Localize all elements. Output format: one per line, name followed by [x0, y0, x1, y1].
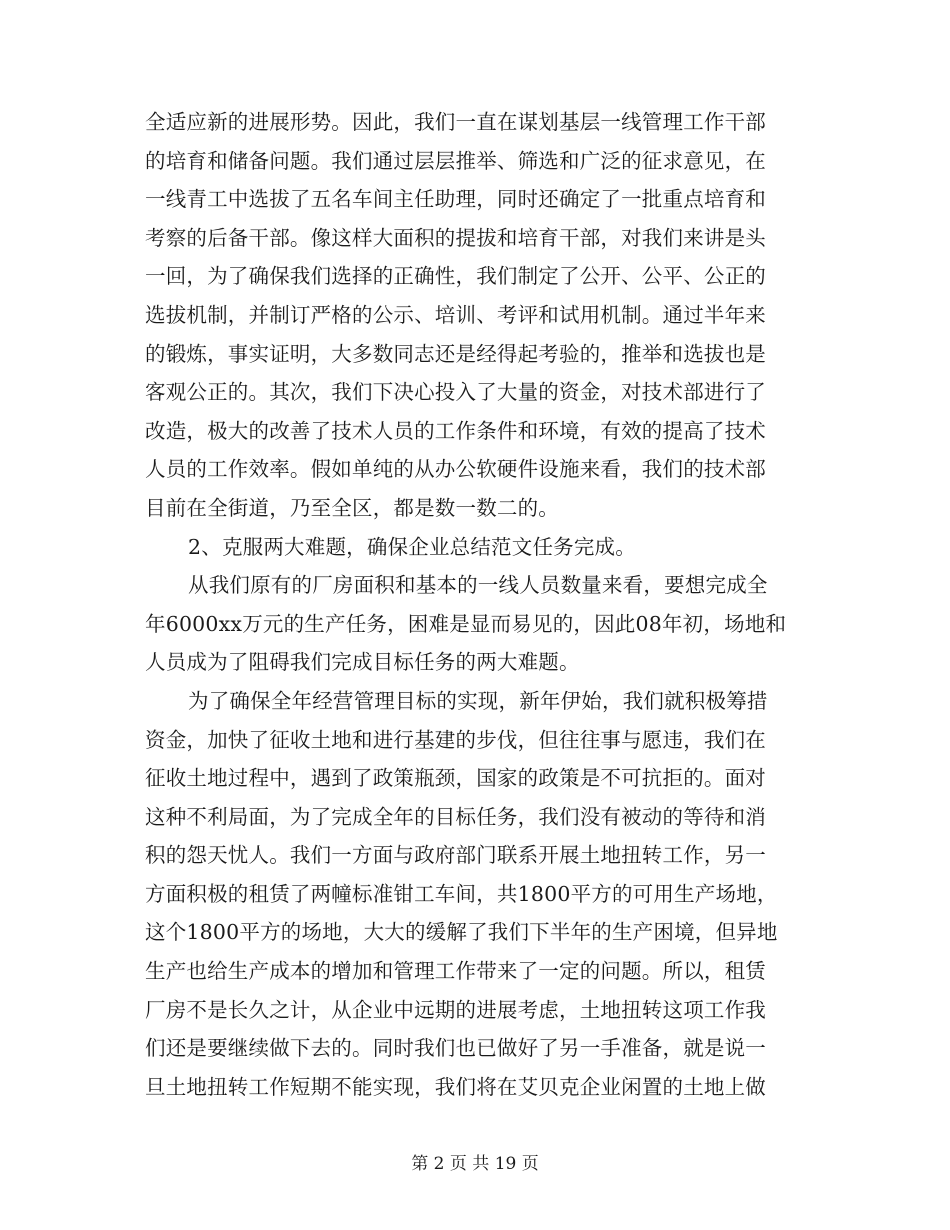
text-line: 这个1800平方的场地，大大的缓解了我们下半年的生产困境，但异地 — [145, 920, 778, 945]
text-line: 积的怨天忧人。我们一方面与政府部门联系开展土地扭转工作，另一 — [145, 843, 766, 868]
text-line: 的培育和储备问题。我们通过层层推举、筛选和广泛的征求意见，在 — [145, 148, 766, 173]
text-line: 年6000xx万元的生产任务，困难是显而易见的，因此08年初，场地和 — [145, 611, 787, 636]
page-number-footer: 第 2 页 共 19 页 — [411, 1154, 539, 1174]
text-line: 征收土地过程中，遇到了政策瓶颈，国家的政策是不可抗拒的。面对 — [145, 766, 766, 791]
text-line: 厂房不是长久之计，从企业中远期的进展考虑，土地扭转这项工作我 — [145, 997, 766, 1022]
text-line: 客观公正的。其次，我们下决心投入了大量的资金，对技术部进行了 — [145, 380, 766, 405]
text-line: 们还是要继续做下去的。同时我们也已做好了另一手准备，就是说一 — [145, 1036, 766, 1061]
text-line: 人员成为了阻碍我们完成目标任务的两大难题。 — [145, 650, 580, 675]
text-line: 旦土地扭转工作短期不能实现，我们将在艾贝克企业闲置的土地上做 — [145, 1074, 766, 1099]
text-line: 一回，为了确保我们选择的正确性，我们制定了公开、公平、公正的 — [145, 264, 766, 289]
text-line: 这种不利局面，为了完成全年的目标任务，我们没有被动的等待和消 — [145, 804, 766, 829]
text-line: 选拔机制，并制订严格的公示、培训、考评和试用机制。通过半年来 — [145, 302, 766, 327]
text-line: 方面积极的租赁了两幢标准钳工车间，共1800平方的可用生产场地， — [145, 881, 778, 906]
paragraph-start-line: 从我们原有的厂房面积和基本的一线人员数量来看，要想完成全 — [188, 573, 768, 598]
text-line: 人员的工作效率。假如单纯的从办公软硬件设施来看，我们的技术部 — [145, 457, 766, 482]
body-text — [145, 103, 805, 1106]
text-line: 一线青工中选拔了五名车间主任助理，同时还确定了一批重点培育和 — [145, 187, 766, 212]
text-line: 的锻炼，事实证明，大多数同志还是经得起考验的，推举和选拔也是 — [145, 341, 766, 366]
text-line: 考察的后备干部。像这样大面积的提拔和培育干部，对我们来讲是头 — [145, 225, 766, 250]
section-heading: 2、克服两大难题，确保企业总结范文任务完成。 — [188, 534, 636, 559]
text-line: 全适应新的进展形势。因此，我们一直在谋划基层一线管理工作干部 — [145, 110, 766, 134]
text-line: 资金，加快了征收土地和进行基建的步伐，但往往事与愿违，我们在 — [145, 727, 766, 752]
text-line: 目前在全街道，乃至全区，都是数一数二的。 — [145, 495, 559, 520]
paragraph-start-line: 为了确保全年经营管理目标的实现，新年伊始，我们就积极筹措 — [188, 688, 768, 713]
text-line: 生产也给生产成本的增加和管理工作带来了一定的问题。所以，租赁 — [145, 959, 766, 984]
text-line: 改造，极大的改善了技术人员的工作条件和环境，有效的提高了技术 — [145, 418, 766, 443]
